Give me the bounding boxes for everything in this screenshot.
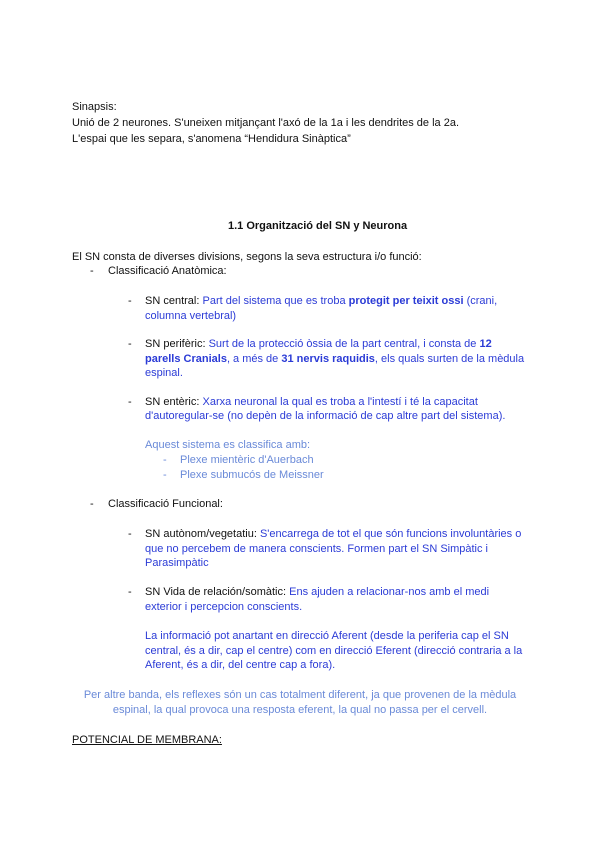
sn-vida-term: SN Vida de relación/somàtic: — [145, 586, 287, 598]
sn-autonom-line-2: que no percebem de manera conscients. Formen part el SN Simpàtic i — [145, 543, 488, 555]
sinapsis-line-2: L'espai que les separa, s'anomena “Hendidura Sinàptica” — [72, 133, 351, 145]
info-line-1: La informació pot anartant en direcció Aferent (desde la periferia cap el SN — [145, 630, 509, 642]
sn-periferic-line-1: SN perifèric: Surt de la protecció òssia de la part central, i consta de 12 — [145, 338, 492, 350]
list-dash: - — [128, 338, 132, 350]
sn-autonom-term: SN autònom/vegetatiu: — [145, 528, 257, 540]
info-line-2: central, és a dir, cap el centre) com en direcció Eferent (direcció contraria a la — [145, 645, 523, 657]
sn-enteric-term: SN entèric: — [145, 396, 200, 408]
sinapsis-heading: Sinapsis: — [72, 101, 117, 113]
sinapsis-line-1: Unió de 2 neurones. S'uneixen mitjançant l'axó de la 1a i les dendrites de la 2a. — [72, 117, 460, 129]
reflexes-line-1: Per altre banda, els reflexes són un cas totalment diferent, ja que provenen de la mèdula — [83, 689, 517, 701]
sn-periferic-line-2: parells Cranials, a més de 31 nervis raquidis, els quals surten de la mèdula — [145, 353, 525, 365]
sn-periferic-line-3: espinal. — [145, 367, 183, 379]
plexe-item: Plexe mientèric d'Auerbach — [180, 454, 314, 466]
plexe-item: Plexe submucós de Meissner — [180, 469, 324, 481]
section-title: 1.1 Organització del SN y Neurona — [228, 220, 408, 232]
list-dash: - — [90, 498, 94, 510]
sn-vida-line-2: exterior i percepcion conscients. — [145, 601, 303, 613]
list-dash: - — [128, 295, 132, 307]
anatomica-label: Classificació Anatòmica: — [108, 265, 227, 277]
list-dash: - — [163, 469, 167, 481]
info-line-3: Aferent, és a dir, del centre cap a fora). — [145, 659, 336, 671]
potencial-heading: POTENCIAL DE MEMBRANA: — [72, 734, 222, 746]
sn-autonom-line-1: SN autònom/vegetatiu: S'encarrega de tot el que són funcions involuntàries o — [145, 528, 522, 540]
sn-autonom-line-3: Parasimpàtic — [145, 557, 209, 569]
sn-vida-line-1: SN Vida de relación/somàtic: Ens ajuden a relacionar-nos amb el medi — [145, 586, 490, 598]
sn-central-line-1: SN central: Part del sistema que es troba protegit per teixit ossi (crani, — [145, 295, 498, 307]
reflexes-line-2: espinal, la qual provoca una resposta eferent, la qual no passa per el cervell. — [112, 704, 488, 716]
list-dash: - — [90, 265, 94, 277]
sn-enteric-line-2: d'autoregular-se (no depèn de la informació de cap altre part del sistema). — [145, 410, 506, 422]
funcional-label: Classificació Funcional: — [108, 498, 223, 510]
list-dash: - — [163, 454, 167, 466]
classifies-text: Aquest sistema es classifica amb: — [145, 439, 311, 451]
list-dash: - — [128, 528, 132, 540]
list-dash: - — [128, 586, 132, 598]
list-dash: - — [128, 396, 132, 408]
sn-central-term: SN central: — [145, 295, 200, 307]
sn-periferic-term: SN perifèric: — [145, 338, 206, 350]
sn-central-line-2: columna vertebral) — [145, 310, 237, 322]
intro-text: El SN consta de diverses divisions, segons la seva estructura i/o funció: — [72, 251, 422, 263]
sn-enteric-line-1: SN entèric: Xarxa neuronal la qual es troba a l'intestí i té la capacitat — [145, 396, 478, 408]
